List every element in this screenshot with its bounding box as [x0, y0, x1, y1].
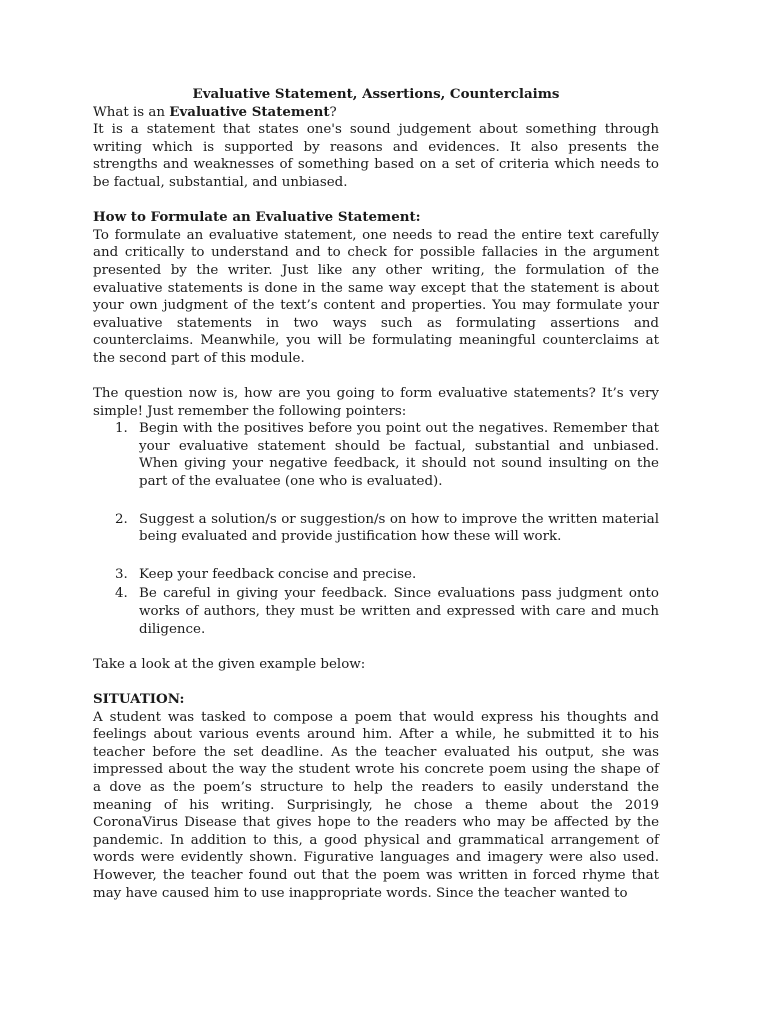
list-item [93, 511, 659, 546]
question-line [93, 104, 659, 122]
situation-paragraph: A student was tasked to compose a poem that would express his thoughts and feelings about various events around him. After a while, he submitted it to his teacher before the set deadline. As the teacher evaluated his output, she was impressed about the way the student wrote his concrete poem using the shape of a dove as the poem’s structure to help the readers to easily understand the meaning of his writing. Surprisingly, he chose a theme about the 2019 CoronaVirus Disease that gives hope to the readers who may be affected by the pandemic. In addition to this, a good physical and grammatical arrangement of words were evidently shown. Figurative languages and imagery were also used. However, the teacher found out that the poem was written in forced rhyme that may have caused him to use inappropriate words. Since the teacher wanted to [93, 709, 659, 901]
question-bold-term: Evaluative Statement [169, 103, 330, 120]
spacer [93, 546, 659, 566]
list-item-text: Keep your feedback concise and precise. [139, 566, 417, 582]
spacer [93, 638, 659, 656]
pointers-list [93, 420, 659, 638]
list-item-text: Begin with the positives before you point out the negatives. Remember that your evaluative statement should be factual, substantial and unbiased. When giving your negative feedback, it should not sound insulting on the part of the evaluatee (one who is evaluated). [139, 421, 659, 490]
question-prefix: What is an [93, 104, 170, 120]
list-number: 1. [115, 421, 128, 437]
document-title: Evaluative Statement, Assertions, Counterclaims [192, 86, 560, 102]
question-paragraph: The question now is, how are you going to form evaluative statements? It’s very simple! Just remember the following pointers: [93, 386, 659, 419]
definition-paragraph: It is a statement that states one's sound judgement about something through writing which is supported by reasons and evidences. It also presents the strengths and weaknesses of something based on a set of criteria which needs to be factual, substantial, and unbiased. [93, 122, 659, 190]
how-to-paragraph: To formulate an evaluative statement, one needs to read the entire text carefully and critically to understand and to check for possible fallacies in the argument presented by the writer. Just like any other writing, the formulation of the evaluative statements is done in the same way except that the statement is about your own judgment of the text’s content and properties. You may formulate your evaluative statements in two ways such as formulating assertions and counterclaims. Meanwhile, you will be formulating meaningful counterclaims at the second part of this module. [93, 227, 659, 366]
list-item-text: Suggest a solution/s or suggestion/s on how to improve the written material being evaluated and provide justification how these will work. [139, 511, 659, 545]
document-page [93, 86, 659, 902]
spacer [93, 491, 659, 511]
list-number: 2. [115, 511, 128, 527]
list-item [93, 585, 659, 638]
example-intro: Take a look at the given example below: [93, 656, 366, 672]
list-number: 3. [115, 566, 128, 582]
list-number: 4. [115, 586, 128, 602]
how-to-heading: How to Formulate an Evaluative Statement: [93, 209, 421, 226]
question-suffix: ? [329, 104, 337, 120]
list-item-text: Be careful in giving your feedback. Since evaluations pass judgment onto works of authors, they must be written and expressed with care and much diligence. [139, 586, 659, 637]
spacer [93, 368, 659, 386]
list-item [93, 566, 659, 584]
situation-heading: SITUATION: [93, 691, 185, 707]
spacer [93, 673, 659, 691]
spacer [93, 192, 659, 210]
list-item [93, 420, 659, 490]
